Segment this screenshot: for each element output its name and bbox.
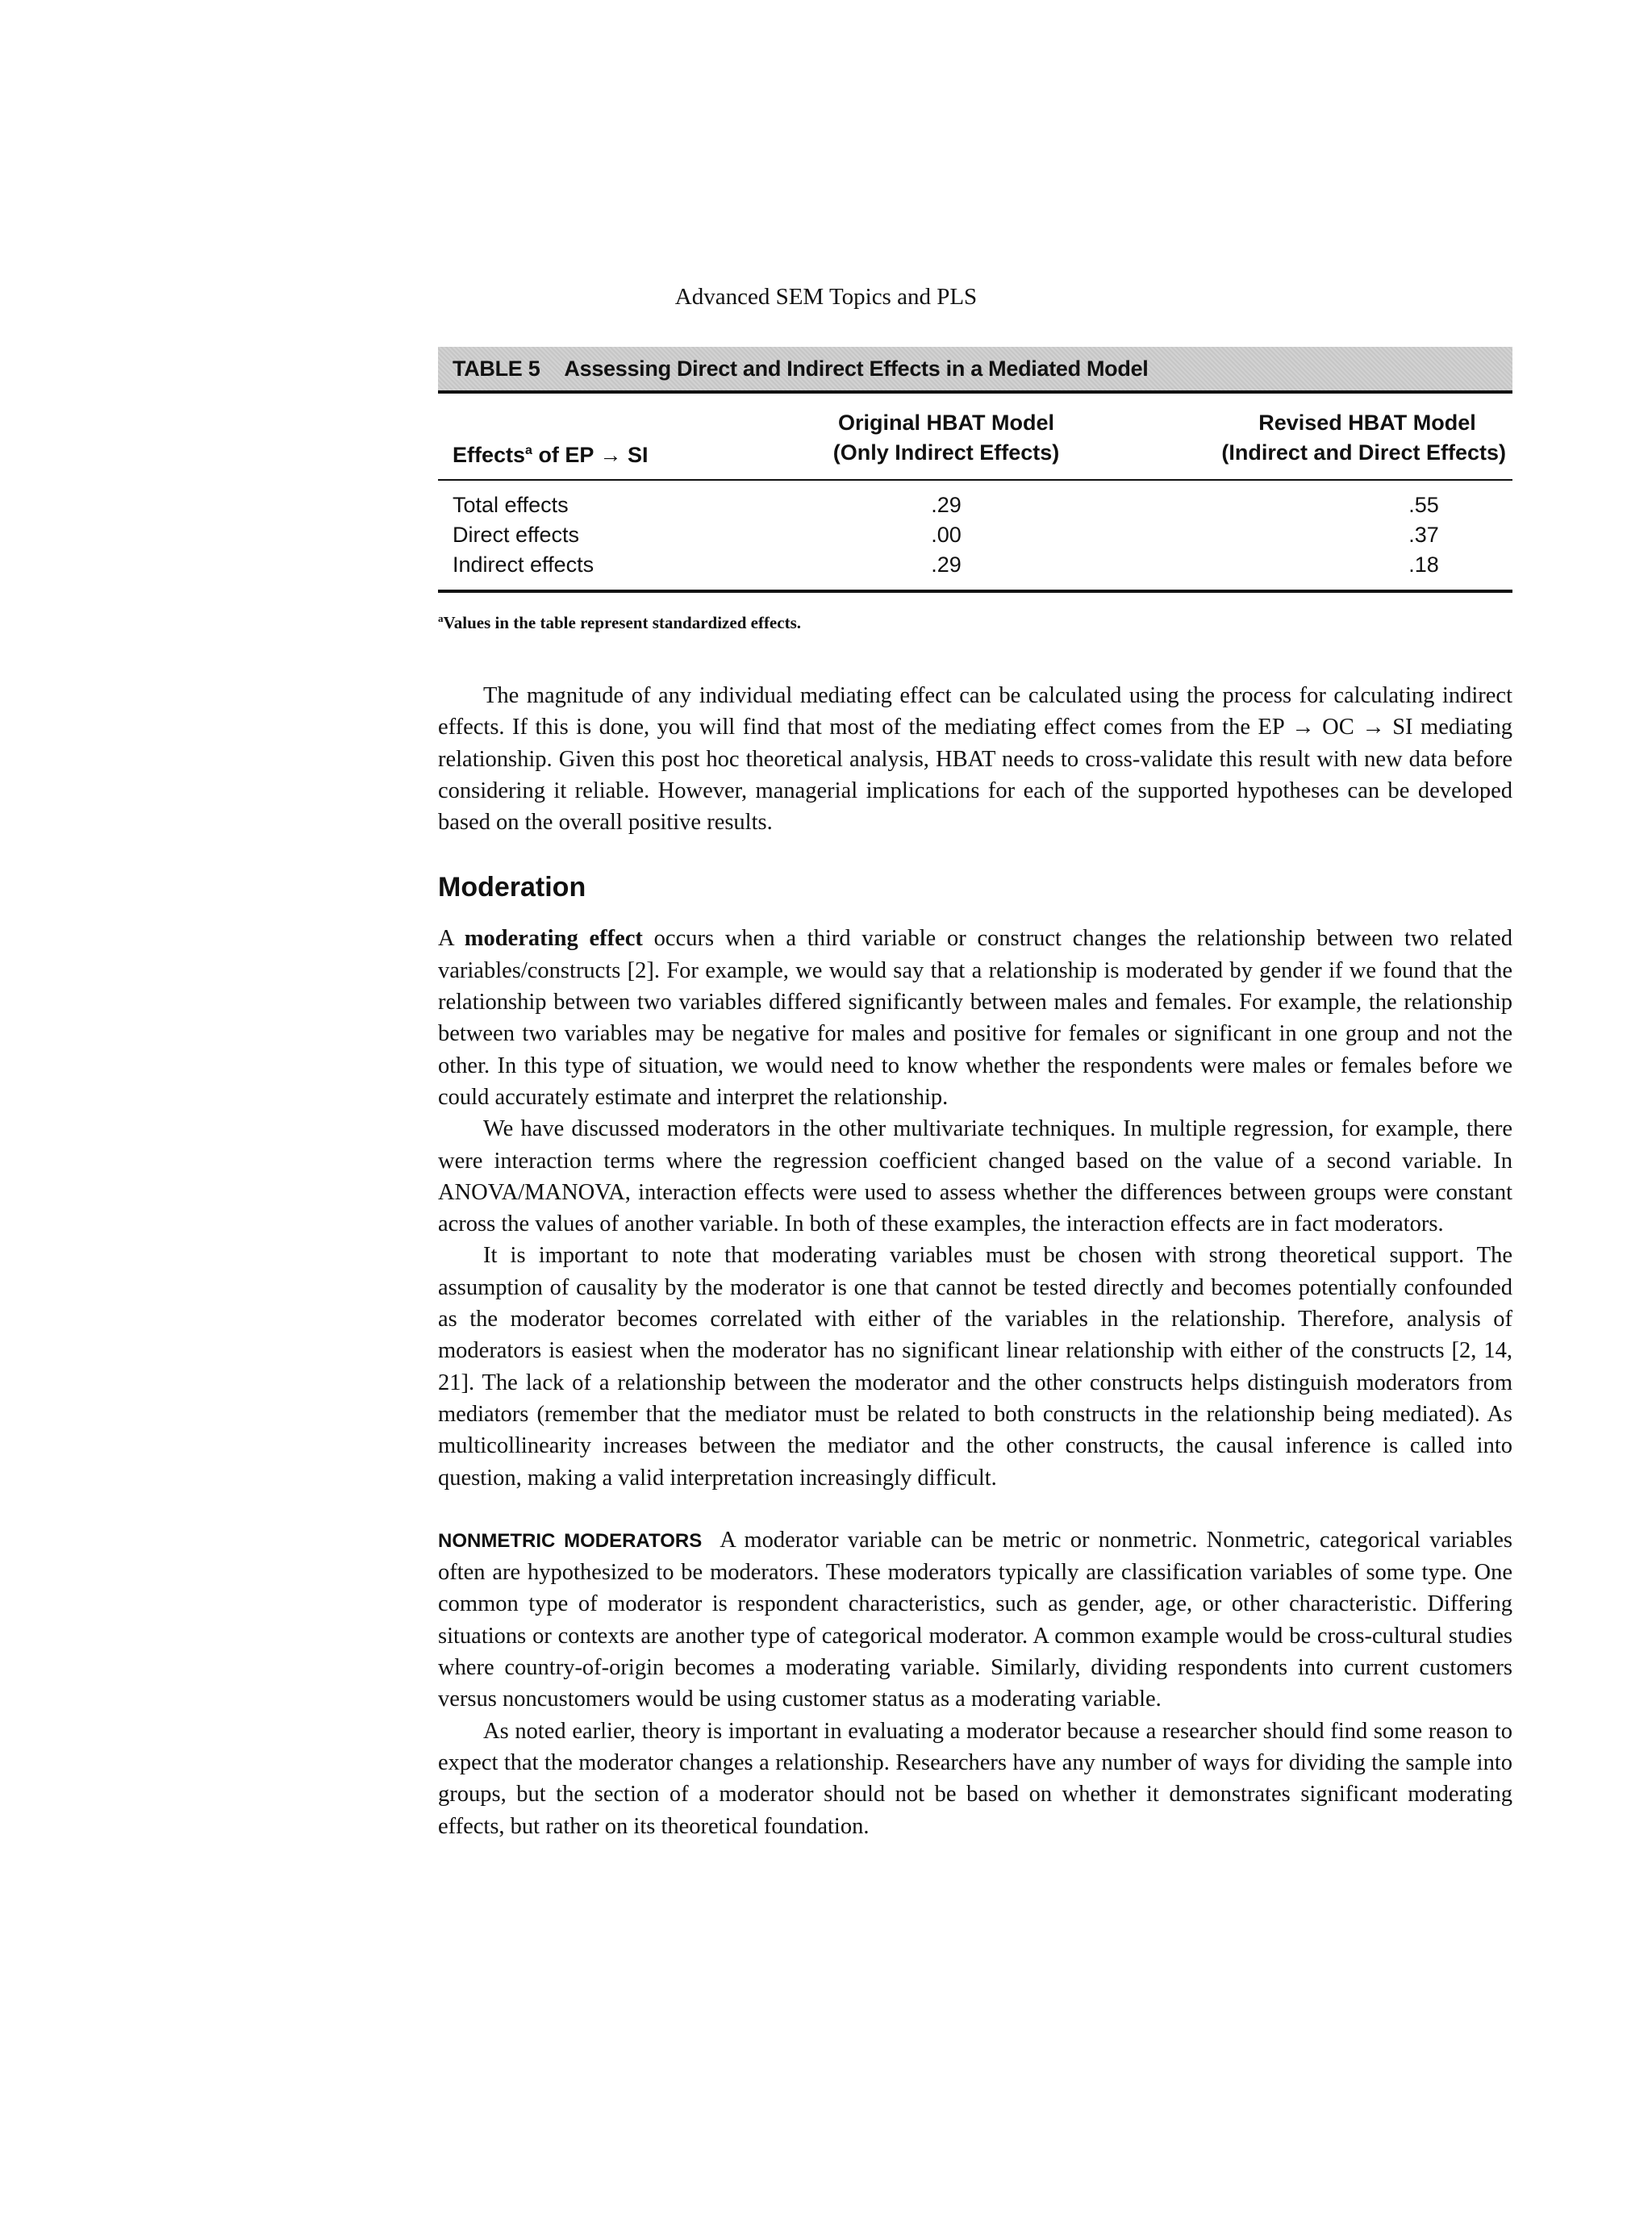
row-label: Total effects xyxy=(453,493,569,517)
paragraph-mediation-summary: The magnitude of any individual mediating effect can be calculated using the process for calculating indirect effects. If this is done, you will find that most of the mediating effect comes from the EP → OC → SI mediating relationship. Given this post hoc theoretical analysis, HBAT needs to cross-validate this result with new data before considering it reliable. However, managerial implications for each of the supported hypotheses can be developed based on the overall positive results. xyxy=(438,683,1512,836)
section-heading-moderation: Moderation xyxy=(438,872,586,903)
page-content xyxy=(438,347,1512,1842)
table-header-row xyxy=(438,394,1512,479)
row-revised-value: .18 xyxy=(1408,552,1439,577)
row-original-value: .00 xyxy=(931,523,962,547)
header-effects-path: of EP → SI xyxy=(532,443,649,467)
table-number: TABLE 5 xyxy=(453,356,540,381)
row-revised-value: .37 xyxy=(1408,523,1439,547)
table-row xyxy=(438,490,1512,520)
row-original-value: .29 xyxy=(931,493,962,517)
table-title: Assessing Direct and Indirect Effects in a Mediated Model xyxy=(564,356,1149,381)
paragraph-nonmetric-moderators xyxy=(438,1524,1512,1716)
header-original-line1: Original HBAT Model xyxy=(838,411,1054,435)
paragraph-moderators-techniques: We have discussed moderators in the other multivariate techniques. In multiple regression, for example, there were interaction terms where the regression coefficient changed based on the value of a second variable. In ANOVA/MANOVA, interaction effects were used to assess whether the differences between groups were constant across the values of another variable. In both of these examples, the interaction effects are in fact moderators. xyxy=(438,1116,1512,1237)
table-caption xyxy=(438,347,1512,390)
row-original-value: .29 xyxy=(931,552,962,577)
header-revised-line1: Revised HBAT Model xyxy=(1258,411,1476,435)
table-body xyxy=(438,481,1512,590)
table-bottom-rule xyxy=(438,590,1512,593)
row-label: Indirect effects xyxy=(453,552,594,577)
table-header-original xyxy=(777,408,1116,468)
paragraph-theoretical-support: It is important to note that moderating variables must be chosen with strong theoretical support. The assumption of causality by the moderator is one that cannot be tested directly and becomes potentially confounded as the moderator becomes correlated with either of the variables in the relationship. Therefore, analysis of moderators is easiest when the moderator has no significant linear relationship with either of the constructs [2, 14, 21]. The lack of a relationship between the moderator and the other constructs helps distinguish moderators from mediators (remember that the mediator must be related to both constructs in the relationship being mediated). As multicollinearity increases between the mediator and the other constructs, the causal inference is called into question, making a valid interpretation increasingly difficult. xyxy=(438,1243,1512,1491)
header-effects-footnote-mark: a xyxy=(525,444,532,457)
paragraph-5-text: A moderator variable can be metric or nonmetric. Nonmetric, categorical variables often are hypothesized to be moderators. These moderators typically are classification variables of some type. One common type of moderator is respondent characteristics, such as gender, age, or other characteristic. Differing situations or contexts are another type of categorical moderator. A common example would be cross-cultural studies where country-of-origin becomes a moderating variable. Similarly, dividing respondents into current customers versus noncustomers would be using customer status as a moderating variable. xyxy=(438,1527,1513,1712)
header-original-line2: (Only Indirect Effects) xyxy=(832,440,1060,465)
paragraph-2-rest: occurs when a third variable or construct changes the relationship between two related variables/constructs [2]. For example, we would say that a relationship is moderated by gender if we found that the relationship between two variables differed significantly between males and females. For example, the relationship between two variables may be negative for males and positive for females or significant in one group and not the other. In this type of situation, we would need to know whether the respondents were males or females before we could accurately estimate and interpret the relationship. xyxy=(438,926,1512,1110)
table-footnote xyxy=(438,612,1512,633)
row-label: Direct effects xyxy=(453,523,580,547)
paragraph-2-start: A xyxy=(438,926,465,952)
header-effects-text: Effects xyxy=(453,443,526,467)
table-header-effects xyxy=(438,443,777,468)
running-head: Advanced SEM Topics and PLS xyxy=(674,284,978,310)
paragraph-moderation-definition xyxy=(438,923,1512,1113)
footnote-text: Values in the table represent standardized effects. xyxy=(443,613,801,632)
table-5 xyxy=(438,347,1512,633)
runin-heading-nonmetric-moderators: NONMETRIC MODERATORS xyxy=(438,1529,703,1552)
row-revised-value: .55 xyxy=(1408,493,1439,517)
header-revised-line2: (Indirect and Direct Effects) xyxy=(1221,440,1506,465)
paragraph-theory-evaluation: As noted earlier, theory is important in evaluating a moderator because a researcher should find some reason to expect that the moderator changes a relationship. Researchers have any number of ways for dividing the sample into groups, but the section of a moderator should not be based on whether it demonstrates significant moderating effects, but rather on its theoretical foundation. xyxy=(438,1718,1512,1839)
table-row xyxy=(438,520,1512,550)
footnote-mark: a xyxy=(438,612,444,624)
table-header-revised xyxy=(1116,408,1512,468)
table-row xyxy=(438,550,1512,580)
key-term-moderating-effect: moderating effect xyxy=(464,926,643,952)
